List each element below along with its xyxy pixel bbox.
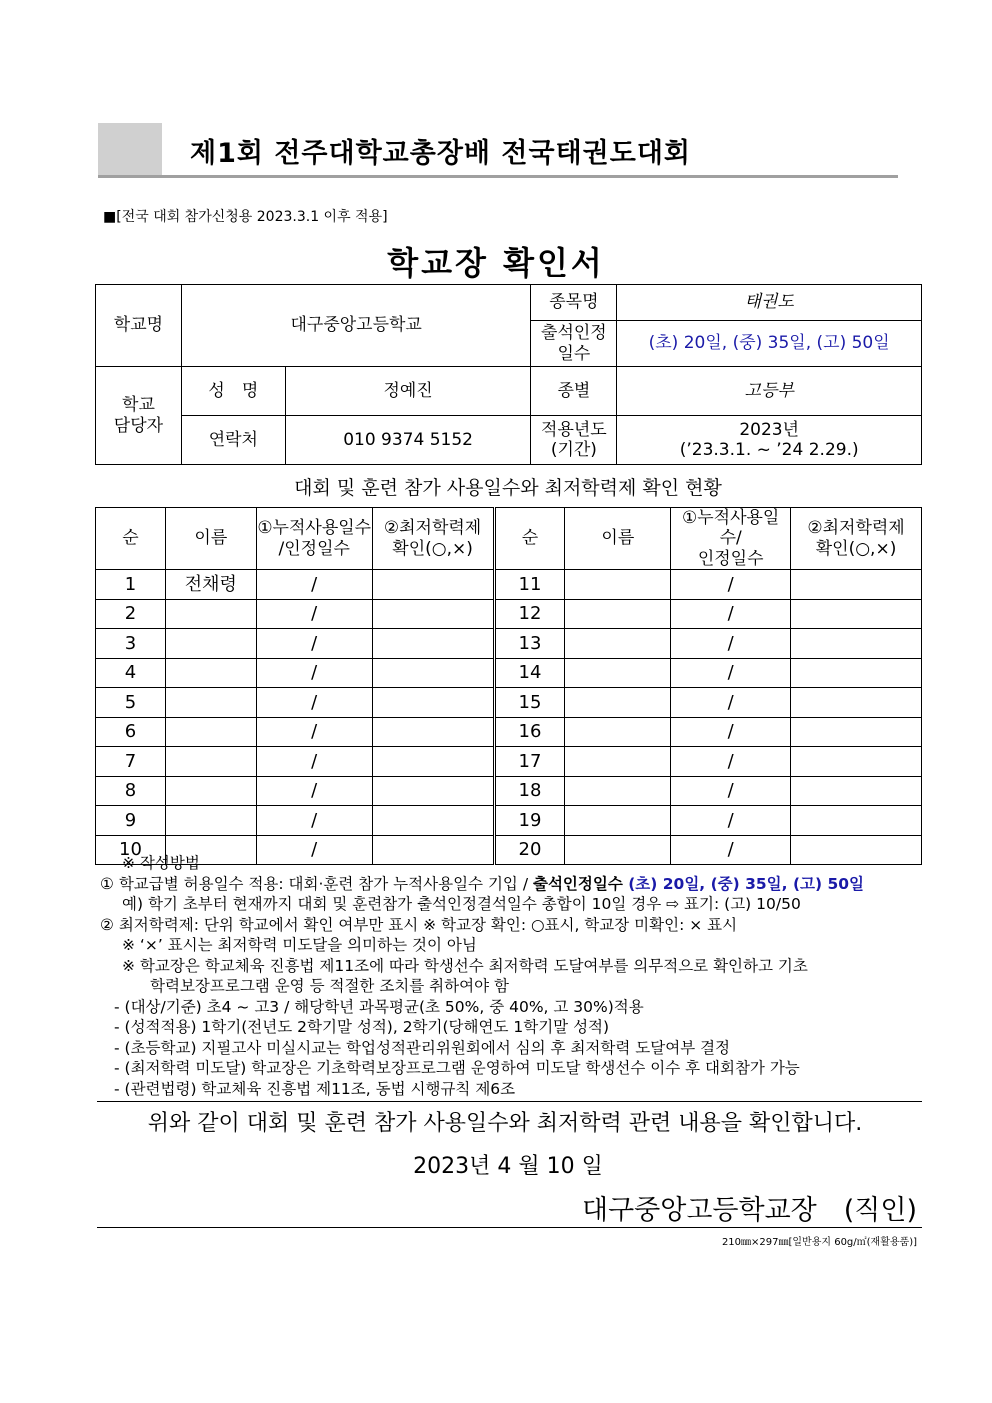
row-name-left <box>165 747 256 777</box>
row-name-left <box>165 776 256 806</box>
status-rows <box>96 570 922 865</box>
row-name-right <box>565 570 671 600</box>
row-days-right: / <box>671 747 791 777</box>
row-days-right: / <box>671 717 791 747</box>
header-no-left: 순 <box>96 508 166 570</box>
header-check-right: ②최저학력제 확인(○,×) <box>791 508 922 570</box>
row-days-left: / <box>256 835 372 865</box>
table-row <box>96 658 922 688</box>
year-value: 2023년 <box>739 419 799 440</box>
writing-notes <box>100 853 930 1099</box>
note-2-sub-2: ※ 학교장은 학교체육 진흥법 제11조에 따라 학생선수 최저학력 도달여부를 의무적으로 확인하고 기초 <box>122 956 808 975</box>
row-no-right: 18 <box>494 776 565 806</box>
row-check-left <box>372 658 494 688</box>
note-1-example: 예) 학기 초부터 현재까지 대회 및 훈련참가 출석인정결석일수 총합이 10일 경우 ⇨ 표기: (고) 10/50 <box>122 895 801 913</box>
row-name-right <box>565 688 671 718</box>
row-no-right: 17 <box>494 747 565 777</box>
row-check-left <box>372 806 494 836</box>
row-no-right: 13 <box>494 629 565 659</box>
row-no-left: 2 <box>96 599 166 629</box>
row-name-right <box>565 776 671 806</box>
row-check-left <box>372 688 494 718</box>
header-check-left: ②최저학력제 확인(○,×) <box>372 508 494 570</box>
name-value: 정예진 <box>285 367 531 416</box>
year-label: 적용년도 (기간) <box>531 416 617 465</box>
row-no-right: 15 <box>494 688 565 718</box>
row-days-left: / <box>256 806 372 836</box>
row-days-right: / <box>671 570 791 600</box>
row-check-right <box>791 747 922 777</box>
event-value: 태권도 <box>617 285 922 321</box>
row-days-left: / <box>256 747 372 777</box>
section-title: 대회 및 훈련 참가 사용일수와 최저학력제 확인 현황 <box>294 477 722 499</box>
row-check-left <box>372 717 494 747</box>
signing-date: 2023년 4 월 10 일 <box>413 1154 603 1179</box>
event-label: 종목명 <box>531 285 617 321</box>
row-days-left: / <box>256 570 372 600</box>
row-check-right <box>791 688 922 718</box>
note-1 <box>100 874 930 895</box>
header-no-right: 순 <box>494 508 565 570</box>
school-info-table <box>95 284 922 465</box>
row-days-right: / <box>671 658 791 688</box>
attendance-value: (초) 20일, (중) 35일, (고) 50일 <box>617 321 922 367</box>
table-row <box>96 599 922 629</box>
row-name-right <box>565 747 671 777</box>
category-label: 종별 <box>531 367 617 416</box>
row-days-left: / <box>256 629 372 659</box>
manager-label: 학교 담당자 <box>96 367 182 465</box>
row-name-left <box>165 599 256 629</box>
row-name-right <box>565 629 671 659</box>
note-dash-4: - (최저학력 미도달) 학교장은 기초학력보장프로그램 운영하여 미도달 학생선수 이수 후 대회참가 가능 <box>114 1059 800 1077</box>
attendance-label: 출석인정 일수 <box>531 321 617 367</box>
row-no-right: 14 <box>494 658 565 688</box>
header-banner <box>98 123 898 177</box>
principal-signature: 대구중앙고등학교장 (직인) <box>582 1195 917 1226</box>
row-name-right <box>565 806 671 836</box>
table-row <box>96 776 922 806</box>
note-dash-1: - (대상/기준) 초4 ~ 고3 / 해당학년 과목평균(초 50%, 중 40%, 고 30%)적용 <box>114 997 644 1016</box>
row-no-right: 20 <box>494 835 565 865</box>
document-title: 학교장 확인서 <box>387 244 605 282</box>
year-cell <box>617 416 922 465</box>
row-name-right <box>565 658 671 688</box>
header-gray-block <box>98 123 162 175</box>
row-check-right <box>791 717 922 747</box>
row-check-left <box>372 570 494 600</box>
school-value: 대구중앙고등학교 <box>181 285 531 367</box>
row-name-left <box>165 629 256 659</box>
table-row <box>96 806 922 836</box>
row-no-left: 3 <box>96 629 166 659</box>
row-name-left: 전채령 <box>165 570 256 600</box>
row-name-left <box>165 658 256 688</box>
note-1-text: ① 학교급별 허용일수 적용: 대회·훈련 참가 누적사용일수 기입 / <box>100 874 533 893</box>
row-no-right: 19 <box>494 806 565 836</box>
row-days-right: / <box>671 629 791 659</box>
note-2-sub-1: ※ ‘×’ 표시는 최저학력 미도달을 의미하는 것이 아님 <box>122 936 477 954</box>
row-days-right: / <box>671 835 791 865</box>
school-label: 학교명 <box>96 285 182 367</box>
row-days-left: / <box>256 599 372 629</box>
note-1-emphasis: 출석인정일수 <box>532 874 623 893</box>
row-no-left: 6 <box>96 717 166 747</box>
row-check-left <box>372 629 494 659</box>
paper-spec-footer: 210㎜×297㎜[일반용지 60g/㎡(재활용품)] <box>721 1237 917 1248</box>
row-days-left: / <box>256 717 372 747</box>
row-check-left <box>372 747 494 777</box>
header-days-right: ①누적사용일수/ 인정일수 <box>671 508 791 570</box>
footer-rule <box>97 1227 922 1228</box>
confirmation-text: 위와 같이 대회 및 훈련 참가 사용일수와 최저학력 관련 내용을 확인합니다. <box>147 1111 863 1136</box>
note-2-sub-2-cont: 학력보장프로그램 운영 등 적절한 조치를 취하여야 함 <box>150 977 509 995</box>
row-days-left: / <box>256 658 372 688</box>
header-name-left: 이름 <box>165 508 256 570</box>
row-no-right: 11 <box>494 570 565 600</box>
row-check-left <box>372 776 494 806</box>
header-rule <box>98 175 898 178</box>
table-row <box>96 717 922 747</box>
row-check-right <box>791 629 922 659</box>
header-name-right: 이름 <box>565 508 671 570</box>
row-name-left <box>165 717 256 747</box>
table-row <box>96 688 922 718</box>
row-name-right <box>565 599 671 629</box>
competition-title: 제1회 전주대학교총장배 전국태권도대회 <box>190 138 691 169</box>
row-no-left: 1 <box>96 570 166 600</box>
note-dash-5: - (관련법령) 학교체육 진흥법 제11조, 동법 시행규칙 제6조 <box>114 1079 516 1098</box>
note-dash-3: - (초등학교) 지필고사 미실시교는 학업성적관리위원회에서 심의 후 최저학력 도달여부 결정 <box>114 1038 731 1057</box>
row-no-left: 8 <box>96 776 166 806</box>
notes-bottom-rule <box>97 1101 922 1102</box>
row-name-right <box>565 717 671 747</box>
row-no-left: 9 <box>96 806 166 836</box>
row-days-left: / <box>256 688 372 718</box>
table-row <box>96 629 922 659</box>
notes-heading: ※ 작성방법 <box>122 854 200 872</box>
row-no-left: 5 <box>96 688 166 718</box>
header-days-left: ①누적사용일수 /인정일수 <box>256 508 372 570</box>
name-label: 성 명 <box>181 367 285 416</box>
row-check-right <box>791 570 922 600</box>
row-days-right: / <box>671 806 791 836</box>
row-name-left <box>165 688 256 718</box>
row-name-left <box>165 806 256 836</box>
row-no-left: 4 <box>96 658 166 688</box>
form-subtitle: ■[전국 대회 참가신청용 2023.3.1 이후 적용] <box>103 209 388 225</box>
row-no-left: 7 <box>96 747 166 777</box>
contact-value: 010 9374 5152 <box>285 416 531 465</box>
row-check-right <box>791 776 922 806</box>
note-2: ② 최저학력제: 단위 학교에서 확인 여부만 표시 ※ 학교장 확인: ○표시, 학교장 미확인: × 표시 <box>100 915 738 934</box>
row-no-right: 12 <box>494 599 565 629</box>
note-1-days: (초) 20일, (중) 35일, (고) 50일 <box>622 874 865 893</box>
row-check-right <box>791 806 922 836</box>
contact-label: 연락처 <box>181 416 285 465</box>
row-check-right <box>791 658 922 688</box>
row-no-right: 16 <box>494 717 565 747</box>
note-dash-2: - (성적적용) 1학기(전년도 2학기말 성적), 2학기(당해연도 1학기말 성적) <box>114 1018 610 1036</box>
table-row <box>96 747 922 777</box>
row-days-left: / <box>256 776 372 806</box>
row-no-left: 10 <box>96 835 166 865</box>
table-row <box>96 570 922 600</box>
row-days-right: / <box>671 688 791 718</box>
row-check-right <box>791 599 922 629</box>
status-table <box>95 507 922 865</box>
row-days-right: / <box>671 599 791 629</box>
row-days-right: / <box>671 776 791 806</box>
category-value: 고등부 <box>617 367 922 416</box>
period-value: (’23.3.1. ~ ’24 2.29.) <box>679 440 859 460</box>
row-check-left <box>372 599 494 629</box>
